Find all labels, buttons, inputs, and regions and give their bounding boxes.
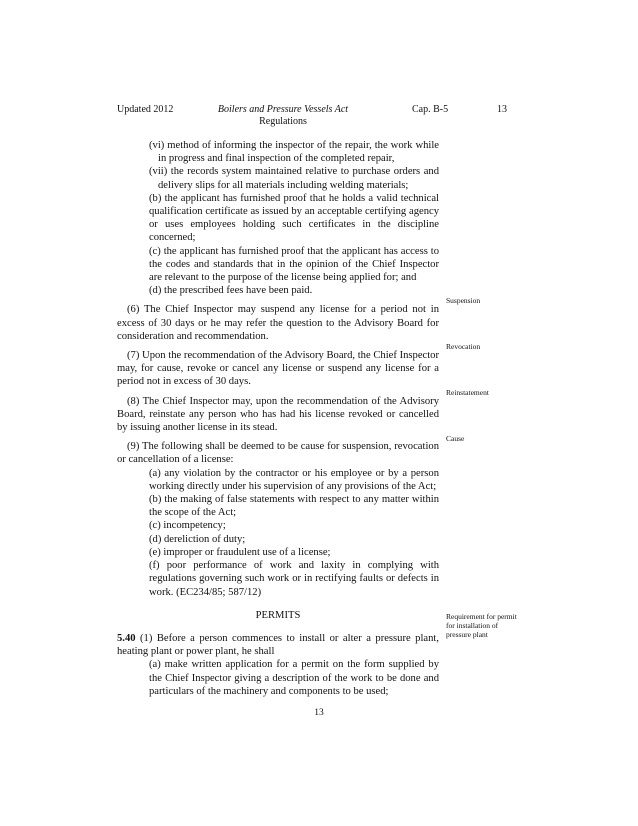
subsection-9: (9) The following shall be deemed to be cause for suspension, revocation or cancellation of a license: (117, 441, 439, 466)
document-body (117, 139, 439, 698)
chapter-label: Cap. B-5 (412, 104, 449, 115)
margin-note-requirement: Requirement for permit for installation of pressure plant (446, 612, 517, 639)
footer-page-number: 13 (314, 708, 324, 718)
clause-vii: (vii) the records system maintained relative to purchase orders and delivery slips for all materials including welding materials; (149, 166, 439, 191)
clause-c: (c) the applicant has furnished proof that the applicant has access to the codes and standards that in the opinion of the Chief Inspector are relevant to the purpose of the license being applied for; and (149, 245, 439, 284)
clause-9d: (d) dereliction of duty; (149, 533, 246, 545)
clause-d: (d) the prescribed fees have been paid. (149, 285, 313, 297)
act-title-main: Boilers and Pressure Vessels Act (217, 104, 349, 115)
clause-9f: (f) poor performance of work and laxity in complying with regulations governing such work or in rectifying faults or defects in work. (EC234/85; 587/12) (149, 560, 439, 598)
subsection-7: (7) Upon the recommendation of the Advisory Board, the Chief Inspector may, for cause, revoke or cancel any license or suspend any license for a period not in excess of 30 days. (117, 350, 439, 388)
clause-9a: (a) any violation by the contractor or his employee or by a person working directly under his supervision of any provisions of the Act; (149, 467, 439, 492)
section-heading: PERMITS (255, 609, 301, 621)
section-5-40 (117, 632, 439, 658)
updated-label: Updated 2012 (117, 104, 174, 115)
clause-9b: (b) the making of false statements with respect to any matter within the scope of the Act; (149, 494, 439, 519)
header-page-number: 13 (497, 104, 507, 115)
margin-note-cause: Cause (446, 434, 465, 443)
act-title-sub: Regulations (259, 116, 307, 127)
subsection-6: (6) The Chief Inspector may suspend any license for a period not in excess of 30 days or he may refer the question to the Advisory Board for consideration and recommendation. (117, 304, 439, 342)
margin-note-revocation: Revocation (446, 342, 481, 351)
act-title (200, 104, 366, 128)
margin-note-suspension: Suspension (446, 296, 481, 305)
clause-vi: (vi) method of informing the inspector of the repair, the work while in progress and final inspection of the completed repair, (149, 140, 439, 165)
clause-9c: (c) incompetency; (149, 520, 226, 532)
section-number: 5.40 (117, 632, 136, 644)
section-5-40-text: (1) Before a person commences to install or alter a pressure plant, heating plant or power plant, he shall (117, 632, 439, 658)
margin-note-reinstatement: Reinstatement (446, 388, 489, 397)
clause-9e: (e) improper or fraudulent use of a license; (149, 546, 331, 558)
subsection-8: (8) The Chief Inspector may, upon the recommendation of the Advisory Board, reinstate any person who has had his license revoked or cancelled by issuing another license in its stead. (117, 395, 439, 434)
clause-b: (b) the applicant has furnished proof that he holds a valid technical qualification certificate as issued by an acceptable certifying agency or uses employees holding such certificates in the discipline concerned; (149, 192, 439, 244)
clause-5-40-a: (a) make written application for a permit on the form supplied by the Chief Inspector giving a description of the work to be done and particulars of the machinery and components to be used; (149, 659, 439, 697)
